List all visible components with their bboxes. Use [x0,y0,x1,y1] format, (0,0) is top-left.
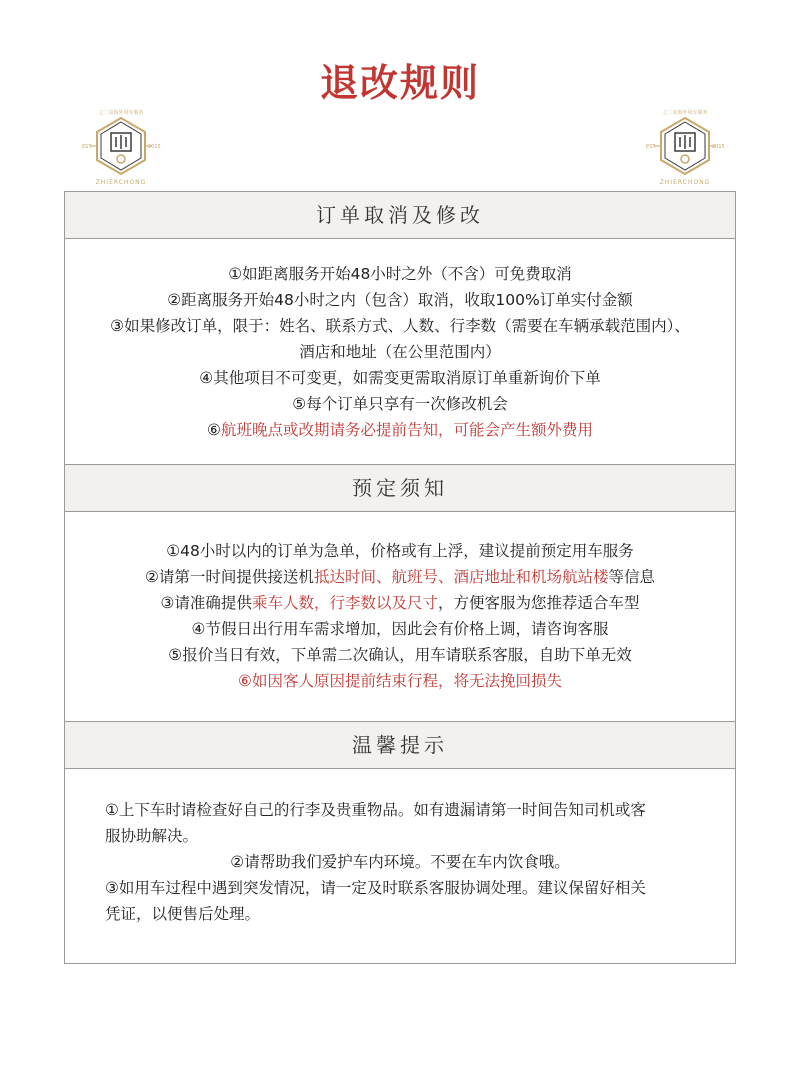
rule-number: ⑥ [207,421,221,439]
svg-text:EST.: EST. [82,144,93,150]
rule-line: ⑤报价当日有效，下单需二次确认，用车请联系客服，自助下单无效 [168,646,632,664]
svg-text:ZHIERCHONG: ZHIERCHONG [95,179,147,186]
svg-text:2015: 2015 [712,144,725,150]
highlight-text: 航班晚点或改期请务必提前告知，可能会产生额外费用 [220,421,593,439]
section-heading-tips: 温馨提示 [65,722,735,769]
page-title: 退改规则 [319,61,480,105]
brand-logo-icon [76,100,166,190]
rule-line [65,590,735,616]
svg-text:2015: 2015 [148,144,161,150]
rule-line: ③如果修改订单，限于：姓名、联系方式、人数、行李数（需要在车辆承载范围内）、 [110,317,690,335]
rule-text: 等信息 [608,568,655,586]
svg-text:之二虫海外用车服务: 之二虫海外用车服务 [662,110,708,116]
tip-line: ②请帮助我们爱护车内环境。不要在车内饮食哦。 [230,853,570,871]
rule-line: ①48小时以内的订单为急单，价格或有上浮，建议提前预定用车服务 [166,542,634,560]
rule-line: ⑤每个订单只享有一次修改机会 [292,395,508,413]
tip-line: 服协助解决。 [105,827,199,845]
highlight-text: 抵达时间、航班号、酒店地址和机场航站楼 [313,568,609,586]
section-body-tips [65,769,735,963]
rule-line-highlight [65,417,735,443]
rule-line: ④节假日出行用车需求增加，因此会有价格上调，请咨询客服 [191,620,609,638]
svg-text:ZHIERCHONG: ZHIERCHONG [659,179,711,186]
tip-line: ③如用车过程中遇到突发情况，请一定及时联系客服协调处理。建议保留好相关 [105,879,646,897]
rule-line-highlight: ⑥如因客人原因提前结束行程，将无法挽回损失 [238,672,562,690]
rule-text: ②请第一时间提供接送机 [145,568,314,586]
tip-line: 凭证，以便售后处理。 [105,905,261,923]
rule-line: ④其他项目不可变更，如需变更需取消原订单重新询价下单 [199,369,601,387]
rule-line [65,564,735,590]
brand-logo-right [640,100,730,190]
rule-text: ③请准确提供 [160,594,252,612]
rules-table [64,191,736,964]
rule-line: ①如距离服务开始48小时之外（不含）可免费取消 [228,265,572,283]
section-heading-cancel: 订单取消及修改 [65,192,735,239]
section-body-cancel [65,239,735,465]
brand-logo-left [76,100,166,190]
rule-text: ，方便客服为您推荐适合车型 [437,594,640,612]
section-body-booking [65,512,735,722]
tip-line: ①上下车时请检查好自己的行李及贵重物品。如有遗漏请第一时间告知司机或客 [105,801,646,819]
highlight-text: 乘车人数，行李数以及尺寸 [251,594,438,612]
rule-line: 酒店和地址（在公里范围内） [299,343,501,361]
brand-logo-icon [640,100,730,190]
section-heading-booking: 预定须知 [65,465,735,512]
svg-text:之二虫海外用车服务: 之二虫海外用车服务 [98,110,144,116]
rule-line: ②距离服务开始48小时之内（包含）取消，收取100%订单实付金额 [167,291,633,309]
svg-text:EST.: EST. [646,144,657,150]
